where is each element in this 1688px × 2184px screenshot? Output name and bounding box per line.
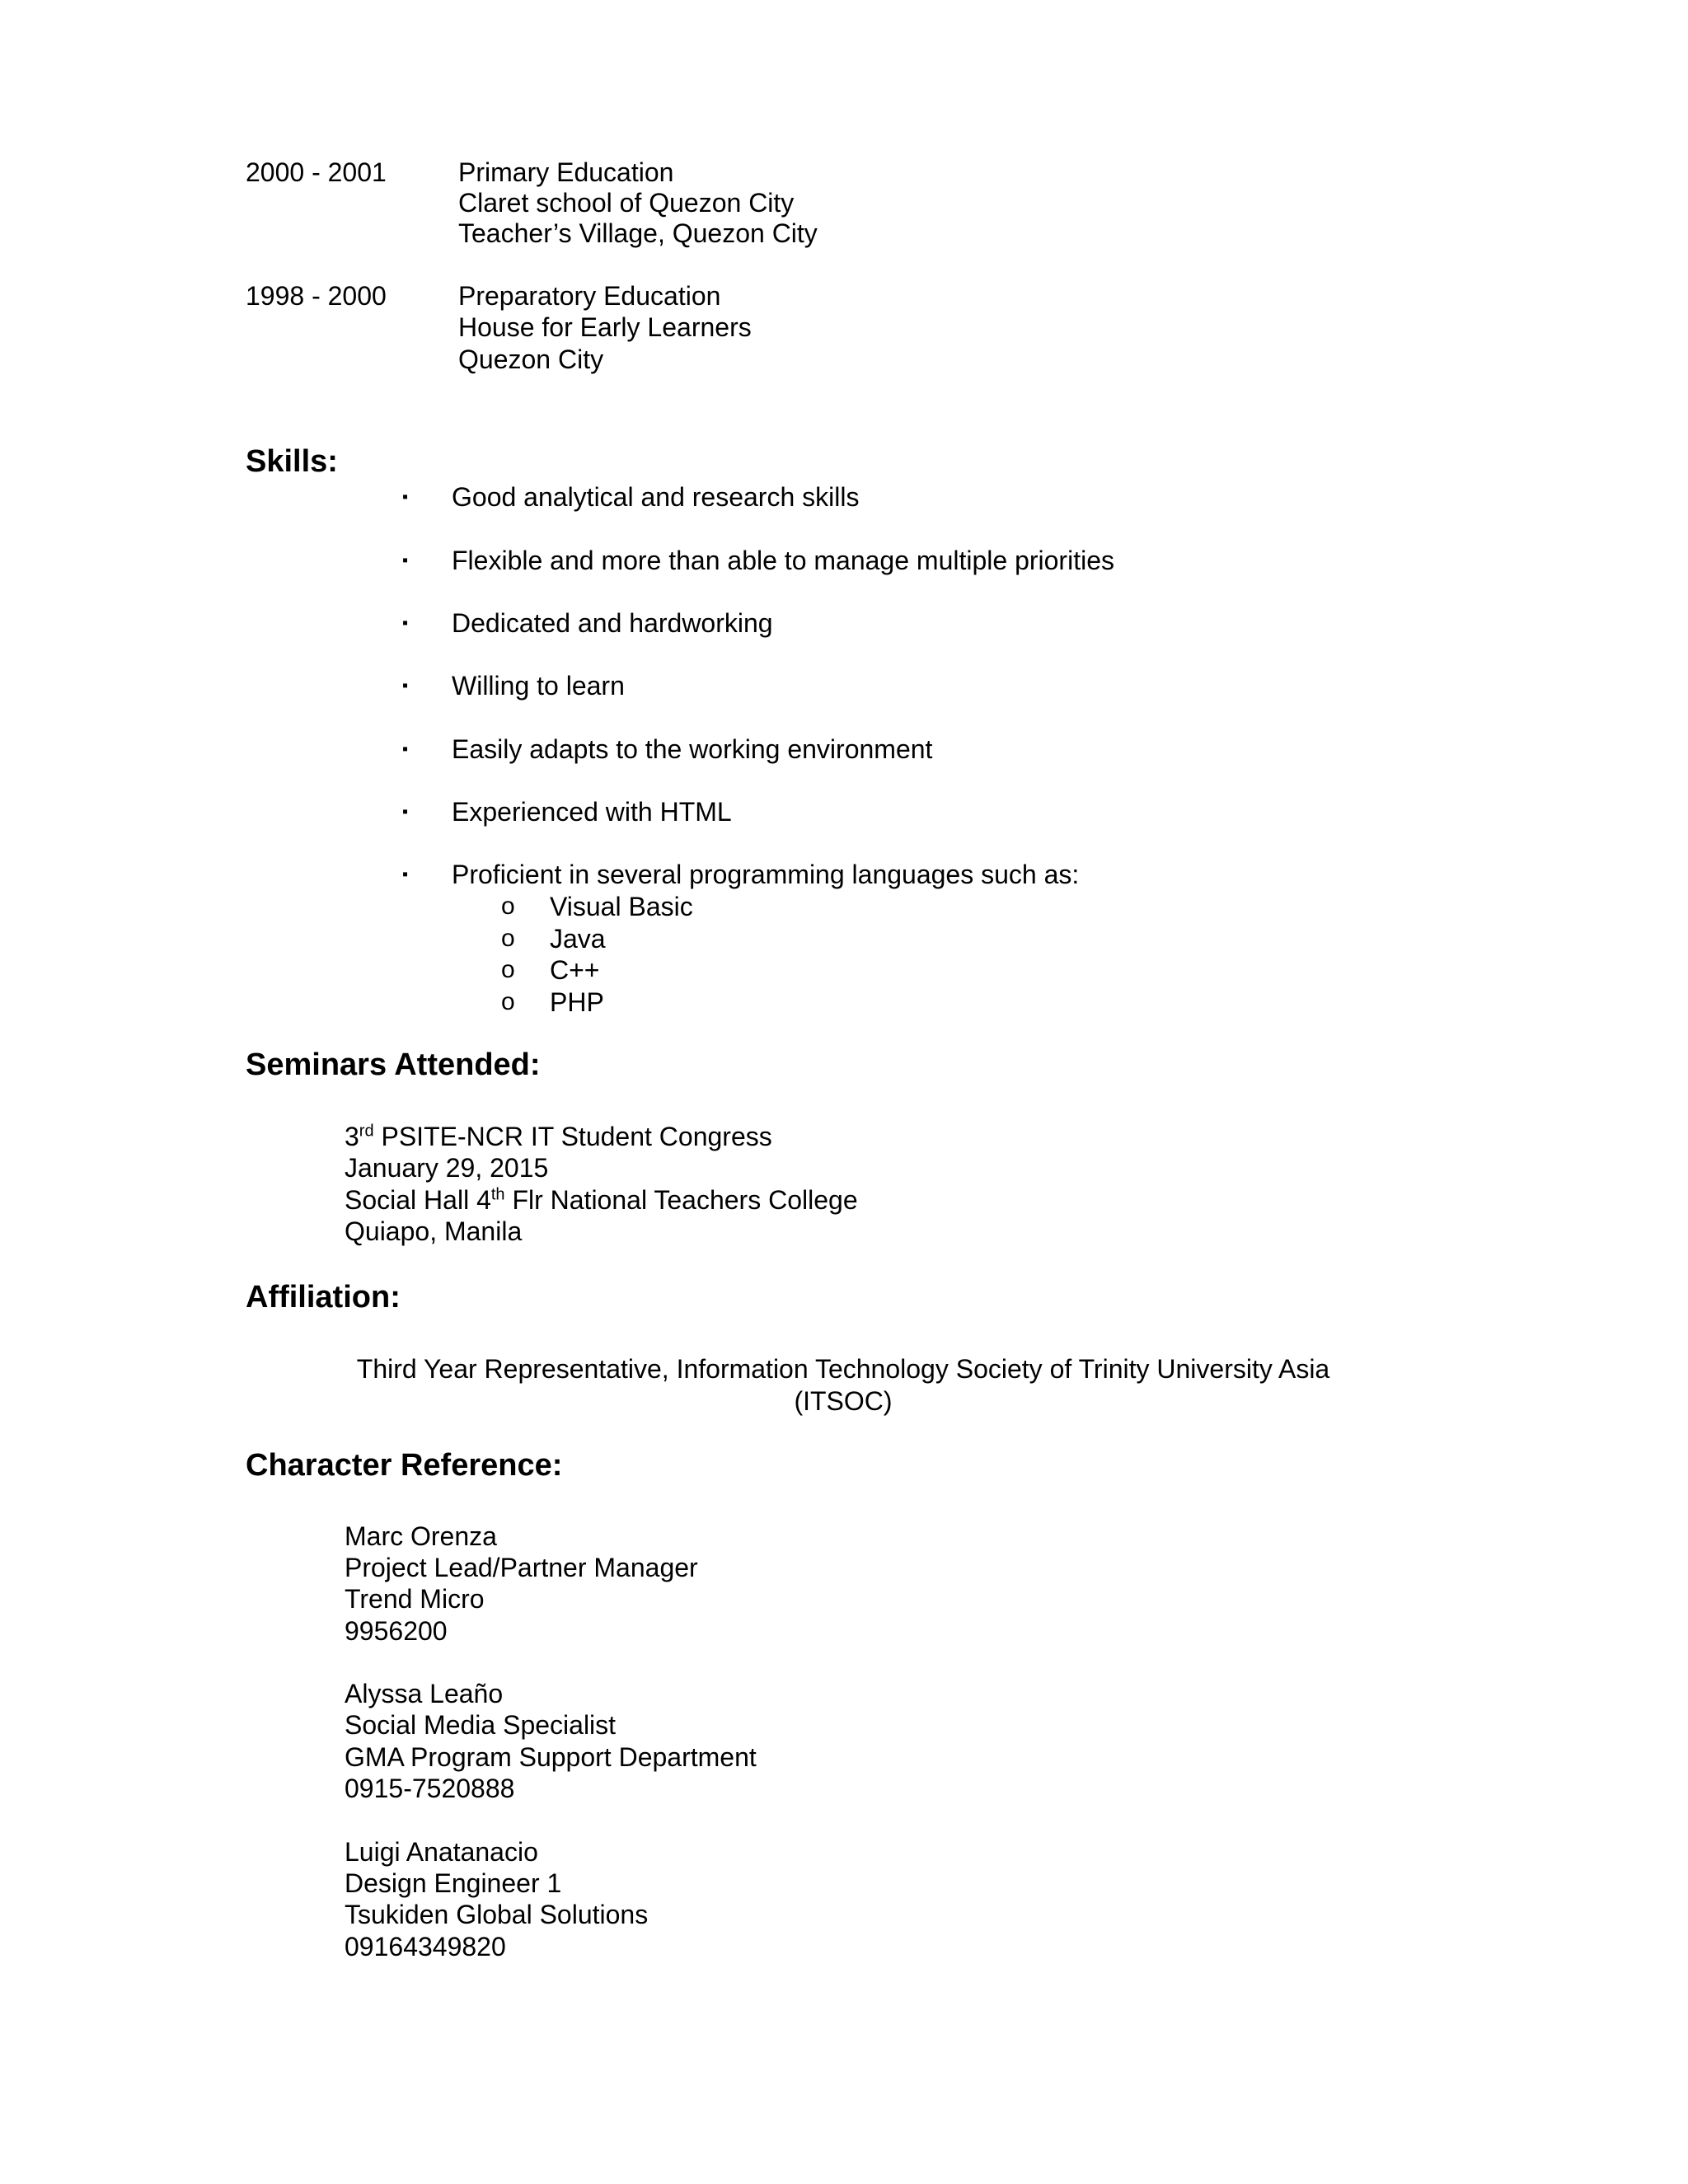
skill-item: Easily adapts to the working environment — [452, 734, 933, 764]
circle-bullet-icon: o — [501, 893, 515, 920]
skill-item: Dedicated and hardworking — [452, 608, 773, 638]
seminar-ordinal-suffix: rd — [359, 1122, 374, 1141]
circle-bullet-icon: o — [501, 956, 515, 983]
bullet-icon: ▪ — [402, 614, 409, 632]
education-address: Quezon City — [458, 344, 604, 374]
education-years: 2000 - 2001 — [246, 157, 387, 187]
language-item: Java — [550, 924, 606, 954]
reference-phone: 09164349820 — [345, 1932, 506, 1961]
seminar-name: PSITE-NCR IT Student Congress — [373, 1122, 772, 1151]
education-school: House for Early Learners — [458, 312, 752, 342]
seminar-title — [345, 1121, 772, 1152]
reference-title: Design Engineer 1 — [345, 1868, 562, 1898]
reference-company: GMA Program Support Department — [345, 1742, 757, 1772]
circle-bullet-icon: o — [501, 925, 515, 952]
reference-name: Luigi Anatanacio — [345, 1837, 538, 1867]
education-address: Teacher’s Village, Quezon City — [458, 218, 818, 248]
education-years: 1998 - 2000 — [246, 281, 387, 311]
reference-title: Project Lead/Partner Manager — [345, 1553, 698, 1582]
affiliation-text: Third Year Representative, Information Technology Society of Trinity University Asia — [356, 1354, 1330, 1384]
bullet-icon: ▪ — [402, 803, 409, 821]
reference-company: Trend Micro — [345, 1584, 485, 1614]
reference-title: Social Media Specialist — [345, 1710, 617, 1740]
seminar-location: Quiapo, Manila — [345, 1216, 523, 1246]
skill-item: Willing to learn — [452, 671, 625, 701]
seminar-venue-rest: Flr National Teachers College — [504, 1185, 858, 1215]
education-level: Primary Education — [458, 157, 674, 187]
skill-item: Flexible and more than able to manage multiple priorities — [452, 546, 1114, 575]
affiliation-acronym: (ITSOC) — [794, 1386, 893, 1416]
seminar-ordinal: 3 — [345, 1122, 359, 1151]
language-item: PHP — [550, 987, 604, 1017]
skill-item: Good analytical and research skills — [452, 482, 860, 512]
language-item: C++ — [550, 955, 600, 985]
education-level: Preparatory Education — [458, 281, 721, 311]
affiliation-heading: Affiliation: — [246, 1280, 401, 1315]
bullet-icon: ▪ — [402, 865, 409, 883]
bullet-icon: ▪ — [402, 488, 409, 506]
seminar-date: January 29, 2015 — [345, 1153, 549, 1183]
reference-name: Alyssa Leaño — [345, 1679, 504, 1708]
reference-phone: 0915-7520888 — [345, 1774, 515, 1803]
reference-name: Marc Orenza — [345, 1521, 497, 1551]
education-school: Claret school of Quezon City — [458, 188, 795, 218]
skill-item: Experienced with HTML — [452, 797, 732, 827]
reference-company: Tsukiden Global Solutions — [345, 1900, 649, 1929]
seminar-venue-suffix: th — [490, 1185, 505, 1204]
circle-bullet-icon: o — [501, 988, 515, 1015]
reference-phone: 9956200 — [345, 1616, 448, 1646]
bullet-icon: ▪ — [402, 551, 409, 569]
skills-heading: Skills: — [246, 444, 338, 479]
seminar-venue-pre: Social Hall 4 — [345, 1185, 491, 1215]
bullet-icon: ▪ — [402, 740, 409, 758]
language-item: Visual Basic — [550, 892, 693, 921]
seminars-heading: Seminars Attended: — [246, 1047, 541, 1082]
references-heading: Character Reference: — [246, 1448, 563, 1483]
seminar-venue — [345, 1184, 858, 1216]
bullet-icon: ▪ — [402, 677, 409, 695]
skill-item: Proficient in several programming languages such as: — [452, 860, 1080, 889]
